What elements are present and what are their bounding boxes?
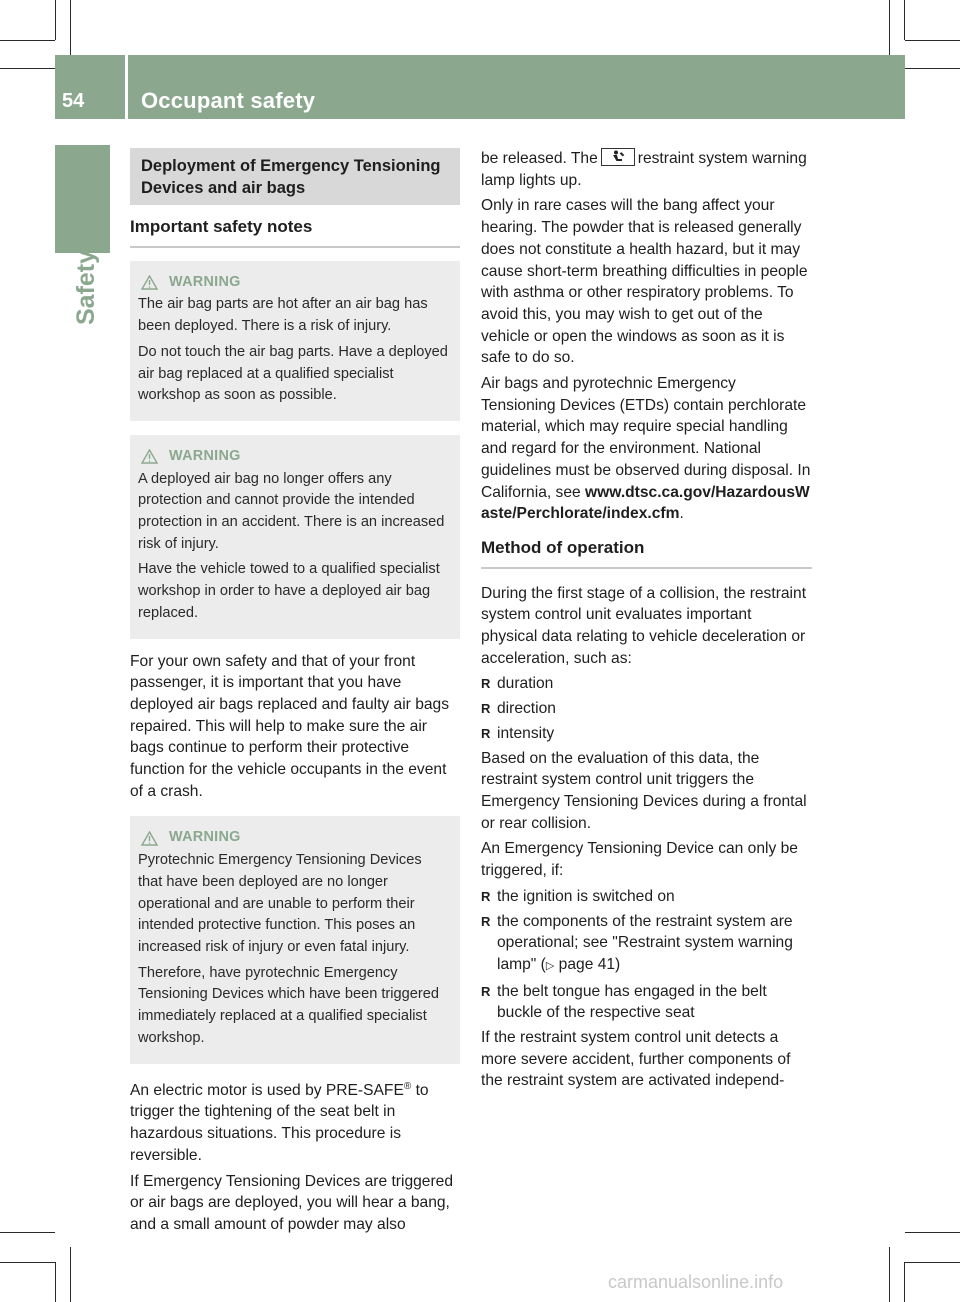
body-paragraph: An Emergency Tensioning Device can only be triggered, if:: [481, 840, 798, 880]
body-paragraph: [481, 373, 812, 525]
warning-icon: [141, 449, 158, 464]
warning-title: WARNING: [169, 447, 241, 464]
list-item: [481, 723, 812, 745]
crop-mark: [905, 40, 960, 41]
warning-text: The air bag parts are hot after an air bag has been deployed. There is a risk of injury.: [138, 296, 428, 335]
crop-mark: [55, 1262, 56, 1302]
list-item-text: intensity: [497, 724, 555, 742]
registered-mark: ®: [403, 1080, 412, 1092]
body-paragraph: [130, 1076, 460, 1167]
warning-text: Pyrotechnic Emergency Tensioning Devices that have been deployed are no longer operational and are unable to perform their intended protective function. This poses an increased risk of injury or even fatal injury.: [138, 852, 422, 955]
text-run: .: [679, 505, 684, 523]
warning-icon: [141, 275, 158, 290]
bullet: R: [481, 725, 491, 741]
dtsc-link[interactable]: www.dtsc.ca.gov/HazardousWaste/Perchlorate/index.cfm: [481, 483, 810, 523]
watermark: carmanualsonline.info: [608, 1272, 784, 1292]
bullet: R: [481, 913, 491, 929]
body-paragraph: Only in rare cases will the bang affect your hearing. The powder that is released generally does not constitute a health hazard, but it may cause short-term breathing difficulties in people with asthma or other respiratory problems. To avoid this, you may wish to get out of the vehicle or open the windows as soon as it is safe to do so.: [481, 197, 808, 367]
crop-mark: [904, 0, 905, 40]
bullet: R: [481, 888, 491, 904]
warning-text: Have the vehicle towed to a qualified specialist workshop in order to have a deployed air bag replaced.: [138, 561, 440, 621]
warning-title: WARNING: [169, 273, 241, 290]
crop-mark: [0, 1262, 55, 1263]
warning-box: [130, 435, 460, 639]
warning-box: [130, 261, 460, 421]
text-run: restraint system warning lamp lights up.: [481, 150, 807, 189]
crop-mark: [70, 1247, 71, 1302]
list-item-text: direction: [497, 700, 556, 718]
side-tab: [55, 145, 110, 253]
list-item: [481, 886, 812, 908]
bullet-list: [481, 886, 812, 1024]
body-paragraph: During the first stage of a collision, the restraint system control unit evaluates important physical data relating to vehicle deceleration or acceleration, such as:: [481, 584, 807, 667]
warning-icon: [141, 831, 158, 846]
page-reference-arrow-icon: ▷: [545, 959, 555, 972]
body-paragraph: [481, 148, 812, 191]
bullet: R: [481, 676, 491, 692]
body-paragraph: For your own safety and that of your front passenger, it is important that you have deployed air bags replaced and faulty air bags repaired. This will help to make sure the air bags continue to perform their protective function for the vehicle occupants in the event of a crash.: [130, 652, 450, 800]
bullet: R: [481, 701, 491, 717]
crop-mark: [55, 0, 56, 40]
list-item: [481, 981, 812, 1024]
warning-box: [130, 816, 460, 1063]
crop-mark: [905, 68, 960, 69]
list-item-text: duration: [497, 675, 554, 693]
warning-text: Do not touch the air bag parts. Have a deployed air bag replaced at a qualified specialist workshop as soon as possible.: [138, 343, 448, 404]
header-divider: [125, 55, 128, 119]
warning-title: WARNING: [169, 829, 241, 846]
section-title: Deployment of Emergency Tensioning Devices and air bags: [130, 148, 460, 205]
page-reference-link[interactable]: page 41): [554, 955, 621, 973]
left-column: [130, 148, 460, 1240]
body-paragraph: If Emergency Tensioning Devices are triggered or air bags are deployed, you will hear a bang, and a small amount of powder may also: [130, 1172, 454, 1233]
crop-mark: [70, 0, 71, 55]
bullet-list: [481, 673, 812, 744]
crop-mark: [889, 0, 890, 55]
list-item-text: the ignition is switched on: [497, 887, 675, 905]
side-label: Safety: [72, 249, 100, 325]
list-item: [481, 698, 812, 720]
list-item: [481, 911, 812, 978]
pre-safe-text: An electric motor is used by PRE-SAFE: [130, 1081, 404, 1099]
page-number: 54: [62, 90, 85, 112]
heading-important-safety-notes: Important safety notes: [130, 216, 460, 248]
list-item: [481, 673, 812, 695]
restraint-system-warning-lamp-icon: [601, 148, 635, 166]
warning-text: Therefore, have pyrotechnic Emergency Tensioning Devices which have been triggered immediately replaced at a qualified specialist workshop.: [138, 964, 439, 1046]
crop-mark: [905, 1232, 960, 1233]
crop-mark: [889, 1247, 890, 1302]
right-column: [481, 148, 812, 1096]
crop-mark: [0, 40, 55, 41]
bullet: R: [481, 983, 491, 999]
crop-mark: [0, 68, 55, 69]
text-run: be released. The: [481, 150, 598, 167]
crop-mark: [905, 1262, 960, 1263]
list-item-text: the belt tongue has engaged in the belt buckle of the respective seat: [497, 982, 767, 1022]
chapter-title: Occupant safety: [141, 88, 316, 113]
pre-safe-text-cont: to trigger the tightening of the seat belt in hazardous situations. This procedure is reversible.: [130, 1081, 429, 1164]
list-item-text: the components of the restraint system are operational; see "Restraint system warning lamp" (: [497, 912, 793, 973]
warning-text: A deployed air bag no longer offers any protection and cannot provide the intended protection in an accident. There is an increased risk of injury.: [138, 470, 445, 552]
crop-mark: [904, 1262, 905, 1302]
crop-mark: [0, 1232, 55, 1233]
heading-method-of-operation: Method of operation: [481, 537, 812, 569]
text-run: Air bags and pyrotechnic Emergency Tensioning Devices (ETDs) contain perchlorate material, which may require special handling and regard for the environment. National guidelines must be observed during disposal. In California, see: [481, 375, 811, 501]
body-paragraph: Based on the evaluation of this data, the restraint system control unit triggers the Emergency Tensioning Devices during a frontal or rear collision.: [481, 749, 807, 832]
body-paragraph: If the restraint system control unit detects a more severe accident, further components of the restraint system are activated independ-: [481, 1029, 791, 1090]
